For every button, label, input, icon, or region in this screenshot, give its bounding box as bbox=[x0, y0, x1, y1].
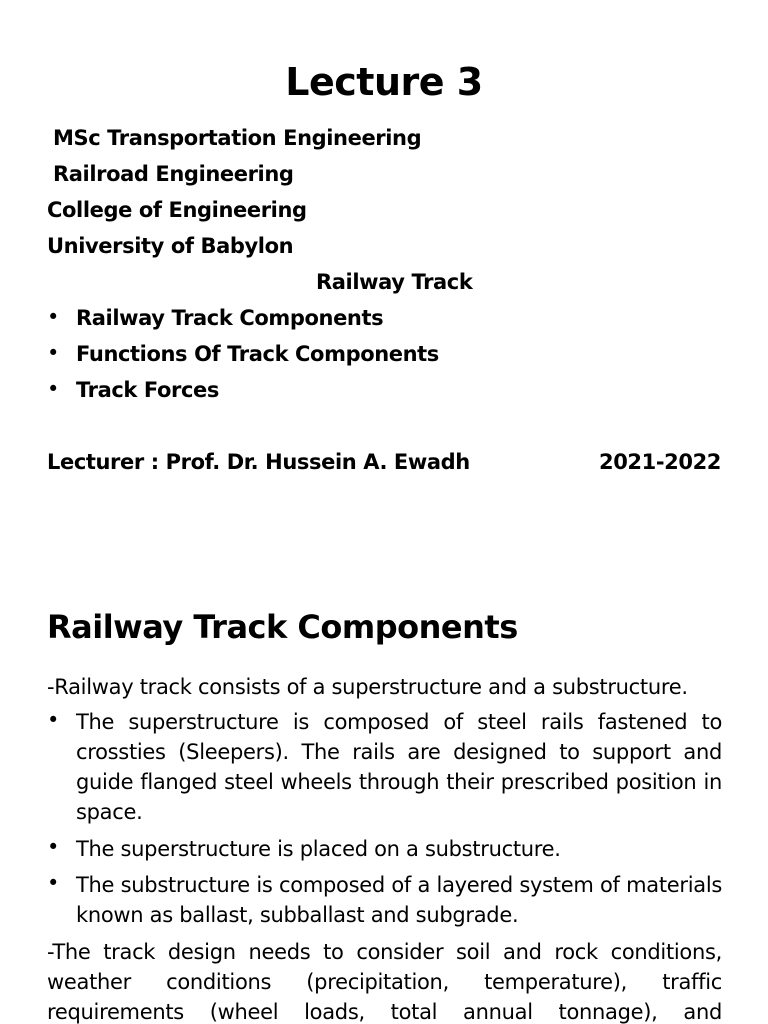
bullet-icon: • bbox=[47, 377, 60, 401]
bullet-icon: • bbox=[47, 341, 60, 365]
lecture-title: Lecture 3 bbox=[285, 60, 483, 104]
course-line: Railroad Engineering bbox=[53, 162, 294, 186]
topic-subtitle: Railway Track bbox=[316, 270, 473, 294]
bullet-icon: • bbox=[47, 835, 60, 859]
section-title: Railway Track Components bbox=[47, 608, 518, 646]
university-line: University of Babylon bbox=[47, 234, 294, 258]
topic-item: Track Forces bbox=[76, 378, 219, 402]
bullet-icon: • bbox=[47, 871, 60, 895]
superstructure-text: The superstructure is composed of steel rails fastened to crossties (Sleepers). The rails are designed to support and guide flanged steel wheels through their prescribed position in space. bbox=[76, 710, 722, 824]
placement-text: The superstructure is placed on a substructure. bbox=[76, 837, 561, 861]
academic-year: 2021-2022 bbox=[599, 450, 722, 474]
design-text: -The track design needs to consider soil and rock conditions, weather conditions (precipitation, temperature), traffic requirements (wheel loads, total annual tonnage), and bbox=[47, 940, 722, 1024]
topic-item: Functions Of Track Components bbox=[76, 342, 439, 366]
bullet-icon: • bbox=[47, 305, 60, 329]
lecturer-name: Lecturer : Prof. Dr. Hussein A. Ewadh bbox=[47, 450, 470, 474]
college-line: College of Engineering bbox=[47, 198, 307, 222]
substructure-text: The substructure is composed of a layered system of materials known as ballast, subballast and subgrade. bbox=[76, 873, 722, 927]
program-line: MSc Transportation Engineering bbox=[53, 126, 422, 150]
bullet-icon: • bbox=[47, 708, 60, 732]
topic-item: Railway Track Components bbox=[76, 306, 384, 330]
intro-text: -Railway track consists of a superstructure and a substructure. bbox=[47, 675, 688, 699]
content-slide bbox=[0, 512, 768, 1024]
